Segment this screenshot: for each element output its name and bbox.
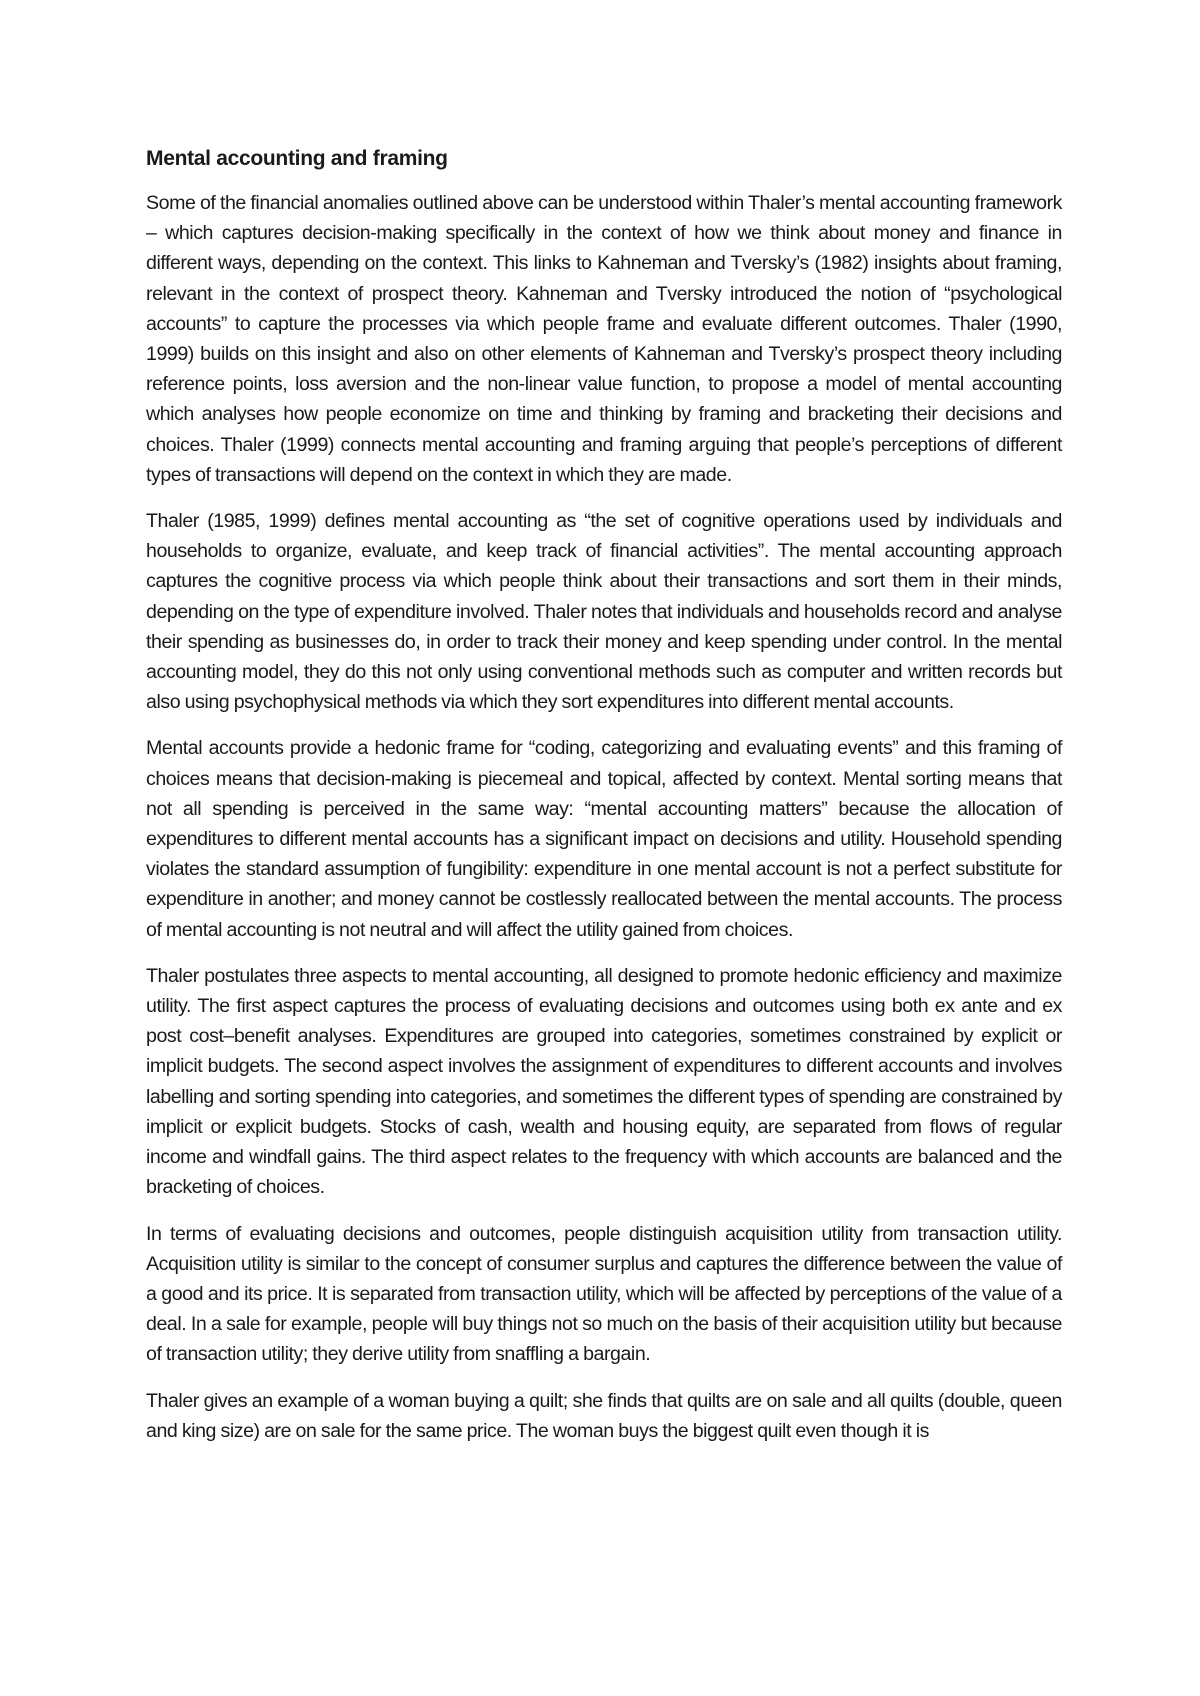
paragraph: Thaler (1985, 1999) defines mental accounting as “the set of cognitive operations used by individuals and households to organize, evaluate, and keep track of financial activities”. The mental accounting approach captures the cognitive process via which people think about their transactions and sort them in their minds, depending on the type of expenditure involved. Thaler notes that individuals and households record and analyse their spending as businesses do, in order to track their money and keep spending under control. In the mental accounting model, they do this not only using conventional methods such as computer and written records but also using psychophysical methods via which they sort expenditures into different mental accounts. — [146, 510, 1062, 714]
paragraph: Thaler postulates three aspects to mental accounting, all designed to promote hedonic efficiency and maximize utility. The first aspect captures the process of evaluating decisions and outcomes using both ex ante and ex post cost–benefit analyses. Expenditures are grouped into categories, sometimes constrained by explicit or implicit budgets. The second aspect involves the assignment of expenditures to different accounts and involves labelling and sorting spending into categories, and sometimes the different types of spending are constrained by implicit or explicit budgets. Stocks of cash, wealth and housing equity, are separated from flows of regular income and windfall gains. The third aspect relates to the frequency with which accounts are balanced and the bracketing of choices. — [146, 964, 1062, 1199]
section-heading: Mental accounting and framing — [146, 147, 448, 170]
paragraph: Some of the financial anomalies outlined above can be understood within Thaler’s mental accounting framework – which captures decision-making specifically in the context of how we think about money and finance in different ways, depending on the context. This links to Kahneman and Tversky’s (1982) insights about framing, relevant in the context of prospect theory. Kahneman and Tversky introduced the notion of “psychological accounts” to capture the processes via which people frame and evaluate different outcomes. Thaler (1990, 1999) builds on this insight and also on other elements of Kahneman and Tversky’s prospect theory including reference points, loss aversion and the non-linear value function, to propose a model of mental accounting which analyses how people economize on time and thinking by framing and bracketing their decisions and choices. Thaler (1999) connects mental accounting and framing arguing that people’s perceptions of different types of transactions will depend on the context in which they are made. — [146, 192, 1062, 486]
paragraph: Mental accounts provide a hedonic frame for “coding, categorizing and evaluating events” and this framing of choices means that decision-making is piecemeal and topical, affected by context. Mental sorting means that not all spending is perceived in the same way: “mental accounting matters” because the allocation of expenditures to different mental accounts has a significant impact on decisions and utility. Household spending violates the standard assumption of fungibility: expenditure in one mental account is not a perfect substitute for expenditure in another; and money cannot be costlessly reallocated between the mental accounts. The process of mental accounting is not neutral and will affect the utility gained from choices. — [146, 737, 1062, 941]
document-body — [146, 144, 1062, 1446]
paragraph: In terms of evaluating decisions and outcomes, people distinguish acquisition utility from transaction utility. Acquisition utility is similar to the concept of consumer surplus and captures the difference between the value of a good and its price. It is separated from transaction utility, which will be affected by perceptions of the value of a deal. In a sale for example, people will buy things not so much on the basis of their acquisition utility but because of transaction utility; they derive utility from snaffling a bargain. — [146, 1222, 1062, 1366]
paragraph: Thaler gives an example of a woman buying a quilt; she finds that quilts are on sale and all quilts (double, queen and king size) are on sale for the same price. The woman buys the biggest quilt even though it is — [146, 1389, 1062, 1442]
